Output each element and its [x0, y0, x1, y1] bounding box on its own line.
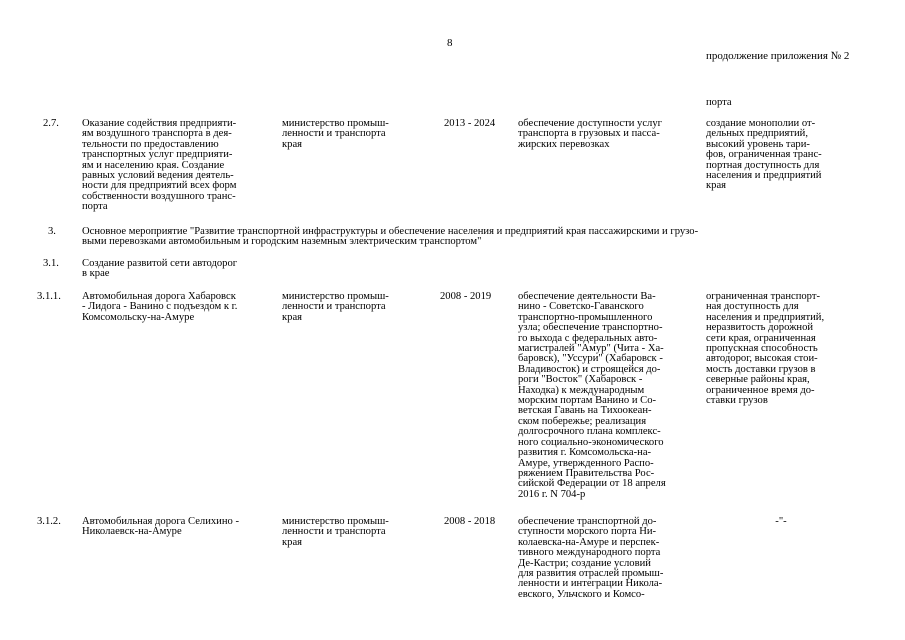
executor: министерство промыш- ленности и транспорта края — [282, 291, 389, 323]
row-number: 2.7. — [43, 118, 59, 129]
previous-row-tail: порта — [706, 97, 732, 108]
expected-result: обеспечение деятельности Ва- нино - Советско-Гаванского транспортно-промышленного узла; обеспечение транспортно- го выхода с федеральных авто- магистралей "Амур" (Чита - Ха- баровск), "Уссури" (Хабаровск - Владивосток) и строящейся до- роги "Восток" (Хабаровск - Находка) к международным морским портам Ванино и Со- ветская Гавань на Тихоокеан- ском побережье; реализация долгосрочного плана комплекс- ного социально-экономического развития г. Комсомольска-на- Амуре, утвержденного Распо- ряжением Правительства Рос- сийской Федерации от 18 апреля 2016 г. N 704-р — [518, 291, 666, 500]
measure-name: Создание развитой сети автодорог в крае — [82, 258, 238, 280]
row-number: 3.1.2. — [37, 516, 61, 527]
appendix-continuation-note: продолжение приложения № 2 — [706, 50, 850, 62]
risks: -"- — [775, 516, 787, 527]
page-number: 8 — [447, 37, 453, 49]
measure-name: Автомобильная дорога Хабаровск - Лидога - Ванино с подъездом к г. Комсомольску-на-Амуре — [82, 291, 238, 323]
period: 2013 - 2024 — [444, 118, 496, 129]
period: 2008 - 2019 — [440, 291, 492, 302]
expected-result: обеспечение транспортной до- ступности морского порта Ни- колаевска-на-Амуре и перспек- тивного международного порта Де-Кастри; создание условий для развития отраслей промыш- ленности и интеграции Никола- евского, Ульчского и Комсо- — [518, 516, 664, 600]
executor: министерство промыш- ленности и транспорта края — [282, 516, 389, 548]
measure-name: Оказание содействия предприяти- ям воздушного транспорта в дея- тельности по предоставлению транспортных услуг предприяти- ям и населению края. Создание равных условий ведения деятель- ности для предприятий всех форм собственности воздушного транс- порта — [82, 118, 237, 213]
row-number: 3.1.1. — [37, 291, 61, 302]
row-number: 3. — [48, 226, 56, 237]
measure-name: Основное мероприятие "Развитие транспортной инфраструктуры и обеспечение населения и предприятий края пассажирскими и грузо- выми перевозками автомобильным и городским наземным электрическим транспортом" — [82, 226, 699, 248]
period: 2008 - 2018 — [444, 516, 496, 527]
measure-name: Автомобильная дорога Селихино - Николаевск-на-Амуре — [82, 516, 239, 538]
row-number: 3.1. — [43, 258, 59, 269]
executor: министерство промыш- ленности и транспорта края — [282, 118, 389, 150]
expected-result: обеспечение доступности услуг транспорта в грузовых и пасса- жирских перевозках — [518, 118, 662, 150]
risks: создание монополии от- дельных предприятий, высокий уровень тари- фов, ограниченная транс- портная доступность для населения и предприятий края — [706, 118, 822, 192]
risks: ограниченная транспорт- ная доступность для населения и предприятий, неразвитость дорожной сети края, ограниченная пропускная способность автодорог, высокая стои- мость доставки грузов в северные районы края, ограниченное время до- ставки грузов — [706, 291, 825, 407]
